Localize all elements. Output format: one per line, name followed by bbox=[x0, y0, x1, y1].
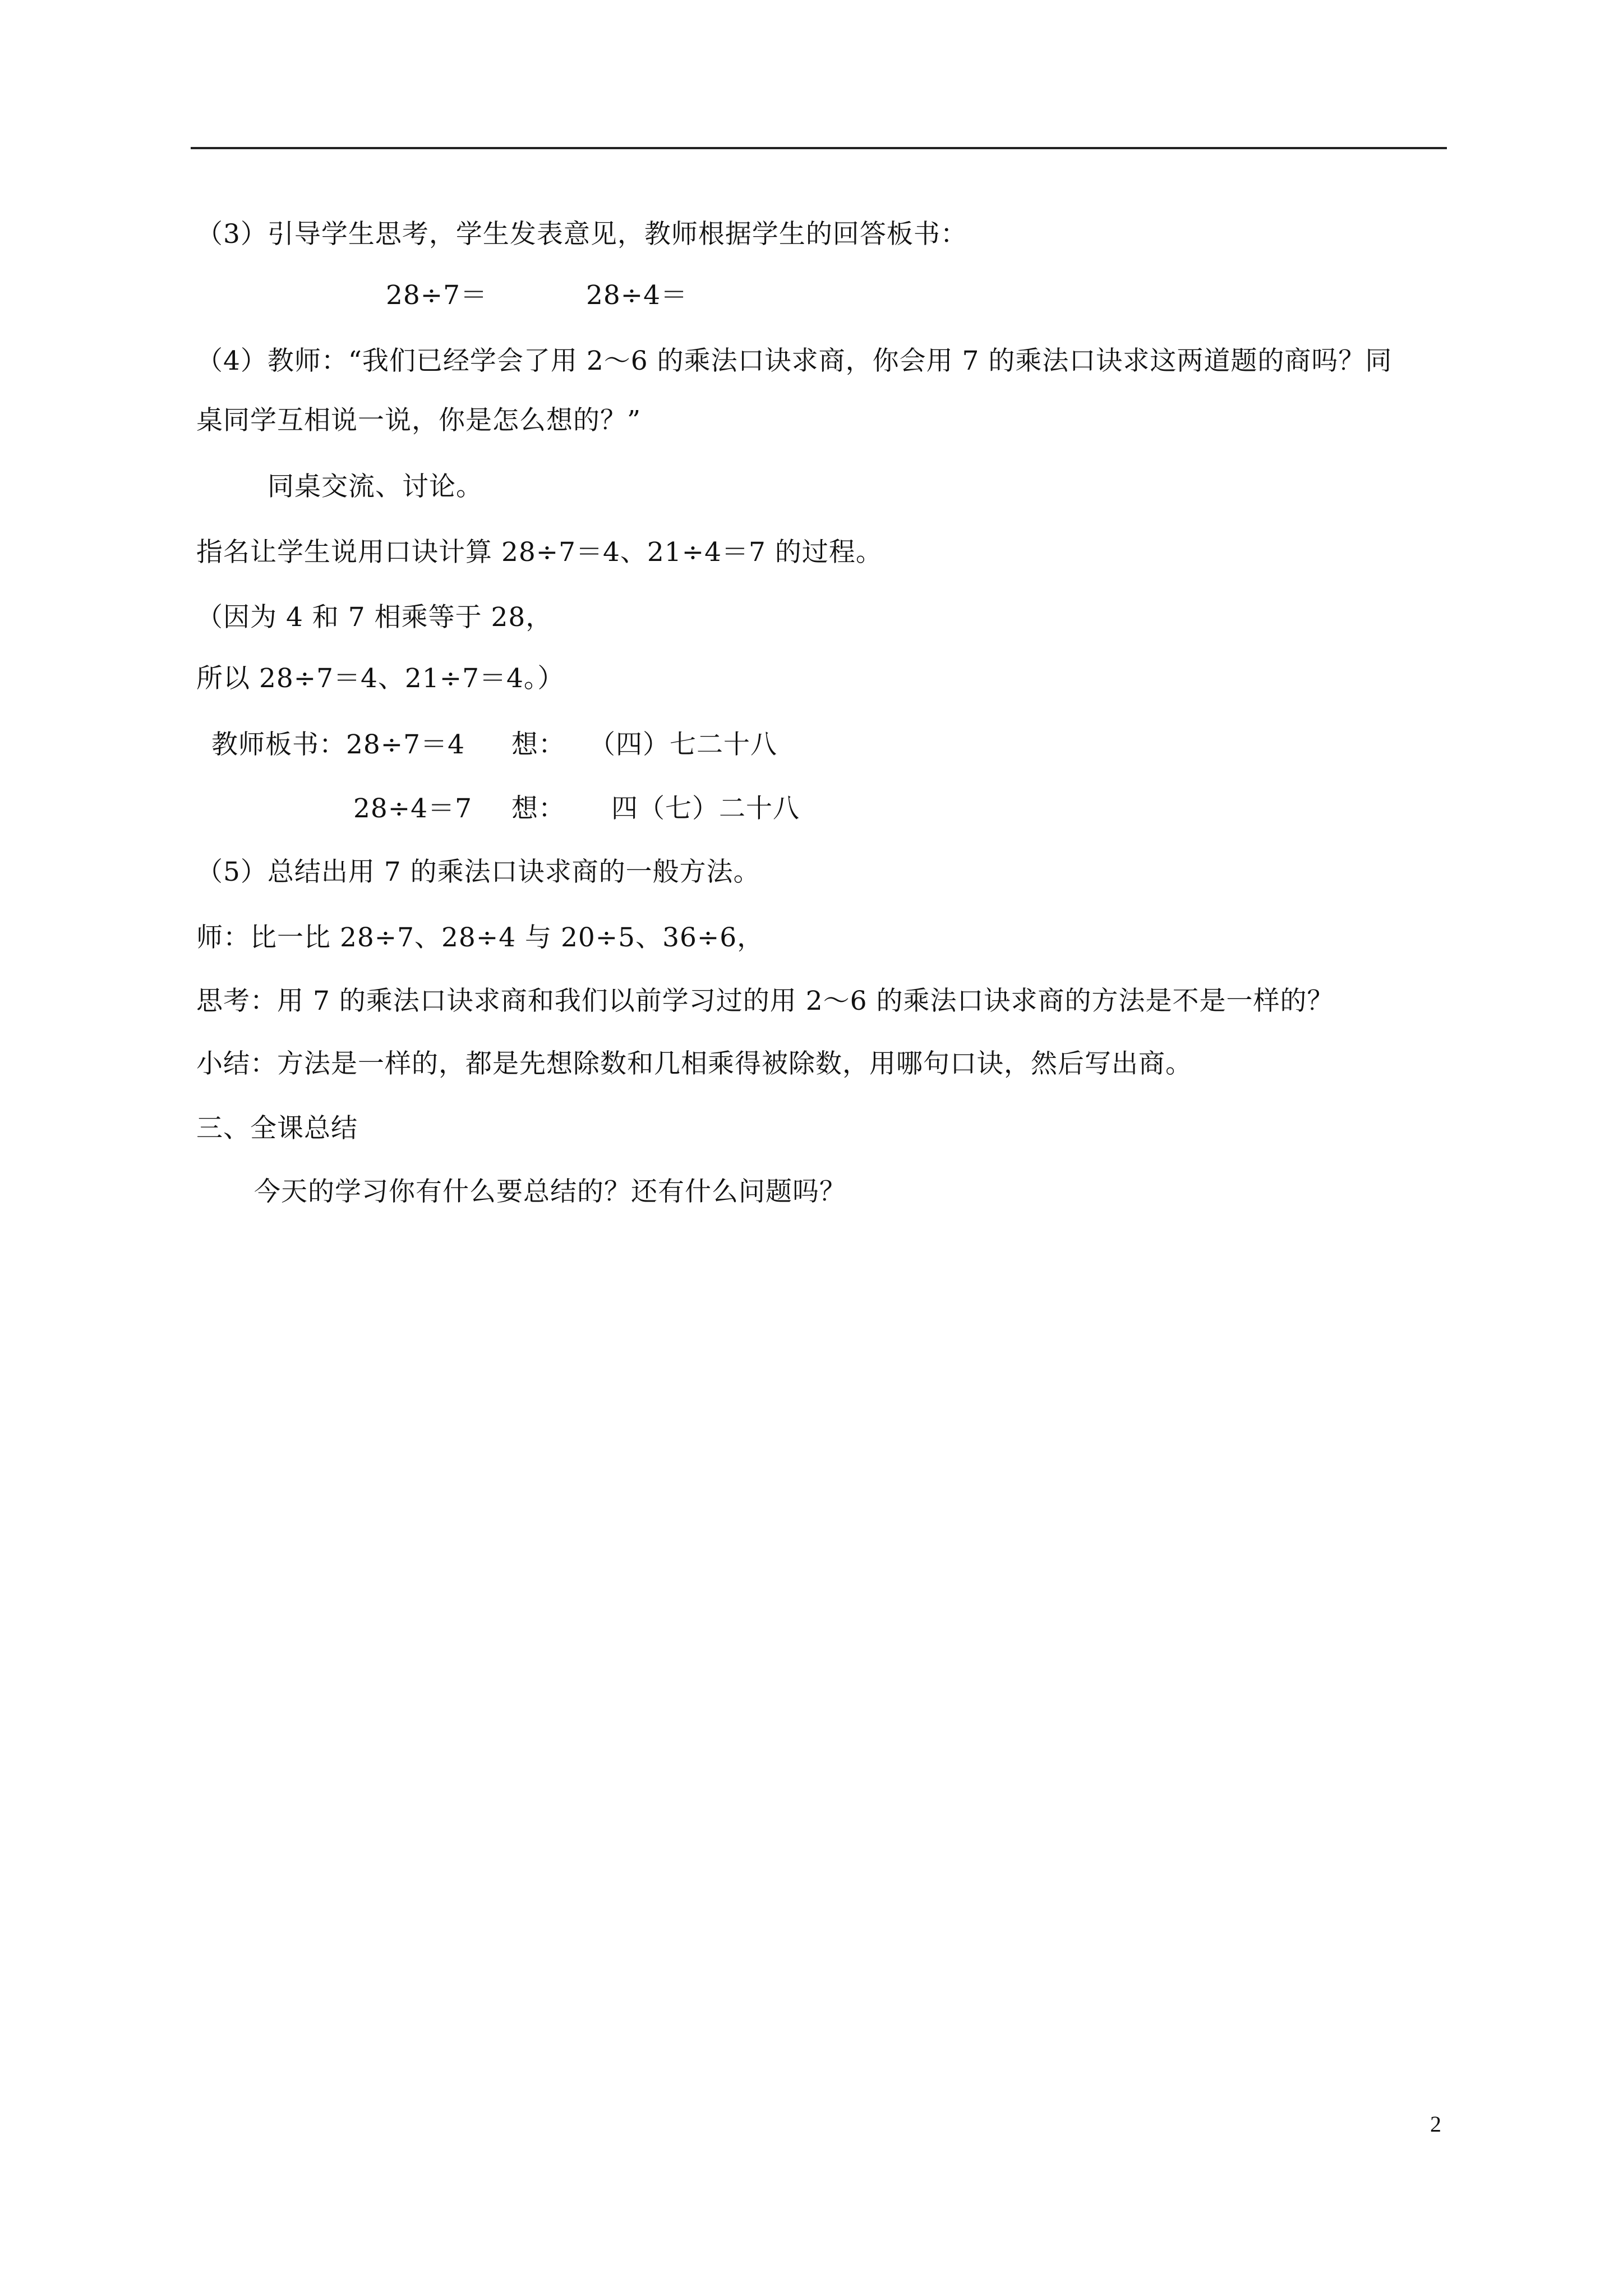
board-equation-1: 28÷7＝ bbox=[386, 280, 488, 311]
discussion-text: 同桌交流、讨论。 bbox=[268, 471, 483, 502]
multiplication-verse-2: 四（七）二十八 bbox=[611, 793, 800, 824]
board-note-2: 28÷4＝7 bbox=[353, 793, 472, 824]
think-label-1: 想： bbox=[511, 729, 565, 760]
think-label-2: 想： bbox=[511, 793, 565, 824]
step-4-text-continued: 桌同学互相说一说，你是怎么想的？” bbox=[196, 405, 642, 436]
step-4-text: （4）教师：“我们已经学会了用 2～6 的乘法口诀求商，你会用 7 的乘法口诀求这两道题的商吗？同 bbox=[196, 346, 1393, 376]
teacher-compare-text: 师：比一比 28÷7、28÷4 与 20÷5、36÷6， bbox=[196, 922, 764, 953]
conclusion-line: 所以 28÷7＝4、21÷7＝4。） bbox=[196, 663, 565, 694]
page-number: 2 bbox=[1430, 2111, 1441, 2137]
closing-question: 今天的学习你有什么要总结的？还有什么问题吗？ bbox=[254, 1176, 846, 1207]
section-heading: 三、全课总结 bbox=[196, 1113, 358, 1144]
reason-line: （因为 4 和 7 相乘等于 28， bbox=[196, 602, 553, 633]
step-3-text: （3）引导学生思考，学生发表意见，教师根据学生的回答板书： bbox=[196, 219, 967, 250]
think-question-text: 思考：用 7 的乘法口诀求商和我们以前学习过的用 2～6 的乘法口诀求商的方法是不是一样的？ bbox=[196, 986, 1334, 1016]
board-equation-2: 28÷4＝ bbox=[586, 280, 688, 311]
summary-text: 小结：方法是一样的，都是先想除数和几相乘得被除数，用哪句口诀，然后写出商。 bbox=[196, 1048, 1192, 1079]
header-rule bbox=[191, 147, 1447, 149]
step-5-text: （5）总结出用 7 的乘法口诀求商的一般方法。 bbox=[196, 857, 760, 887]
multiplication-verse-1: （四）七二十八 bbox=[589, 729, 777, 760]
board-note-1: 教师板书：28÷7＝4 bbox=[211, 729, 465, 760]
explanation-prompt: 指名让学生说用口诀计算 28÷7＝4、21÷4＝7 的过程。 bbox=[196, 537, 883, 568]
